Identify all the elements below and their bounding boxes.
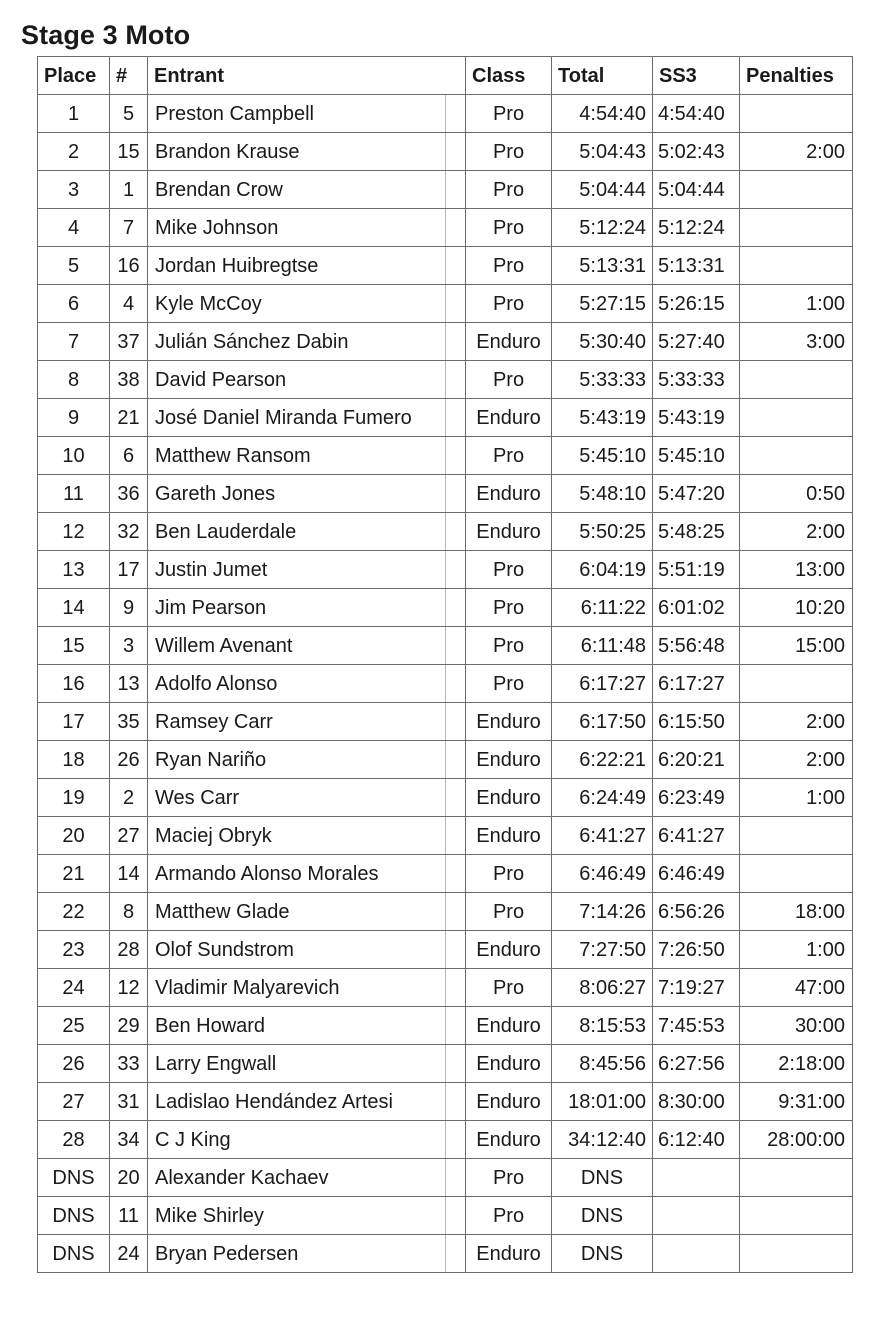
cell-total: 6:17:27 — [552, 665, 653, 703]
cell-class: Pro — [466, 133, 552, 171]
cell-penalties: 3:00 — [740, 323, 853, 361]
cell-number: 37 — [110, 323, 148, 361]
cell-number: 13 — [110, 665, 148, 703]
cell-total: 6:22:21 — [552, 741, 653, 779]
cell-number: 15 — [110, 133, 148, 171]
cell-entrant: Bryan Pedersen — [148, 1235, 466, 1273]
cell-number: 14 — [110, 855, 148, 893]
cell-penalties — [740, 1235, 853, 1273]
table-row — [38, 437, 853, 475]
cell-ss3 — [653, 1197, 740, 1235]
cell-entrant: Alexander Kachaev — [148, 1159, 466, 1197]
cell-ss3 — [653, 1159, 740, 1197]
cell-place: 13 — [38, 551, 110, 589]
table-row — [38, 285, 853, 323]
cell-place: 28 — [38, 1121, 110, 1159]
cell-ss3: 5:48:25 — [653, 513, 740, 551]
cell-penalties: 9:31:00 — [740, 1083, 853, 1121]
cell-place: 7 — [38, 323, 110, 361]
cell-entrant: Olof Sundstrom — [148, 931, 466, 969]
cell-place: 14 — [38, 589, 110, 627]
cell-place: 22 — [38, 893, 110, 931]
cell-total: 6:46:49 — [552, 855, 653, 893]
cell-ss3: 7:26:50 — [653, 931, 740, 969]
cell-total: 6:11:22 — [552, 589, 653, 627]
cell-number: 11 — [110, 1197, 148, 1235]
cell-penalties: 2:18:00 — [740, 1045, 853, 1083]
cell-penalties — [740, 665, 853, 703]
cell-number: 3 — [110, 627, 148, 665]
cell-entrant: Justin Jumet — [148, 551, 466, 589]
cell-penalties: 18:00 — [740, 893, 853, 931]
cell-ss3: 5:45:10 — [653, 437, 740, 475]
table-row — [38, 893, 853, 931]
cell-entrant: Brendan Crow — [148, 171, 466, 209]
cell-penalties: 30:00 — [740, 1007, 853, 1045]
cell-penalties — [740, 399, 853, 437]
column-header-number: # — [110, 57, 148, 95]
table-body — [38, 95, 853, 1273]
cell-penalties: 10:20 — [740, 589, 853, 627]
table-row — [38, 1007, 853, 1045]
cell-ss3: 5:26:15 — [653, 285, 740, 323]
cell-ss3: 6:56:26 — [653, 893, 740, 931]
cell-number: 38 — [110, 361, 148, 399]
cell-total: 5:45:10 — [552, 437, 653, 475]
cell-entrant: C J King — [148, 1121, 466, 1159]
cell-entrant: Mike Shirley — [148, 1197, 466, 1235]
cell-number: 1 — [110, 171, 148, 209]
cell-total: 6:11:48 — [552, 627, 653, 665]
cell-total: 5:27:15 — [552, 285, 653, 323]
cell-total: 6:04:19 — [552, 551, 653, 589]
cell-penalties: 15:00 — [740, 627, 853, 665]
cell-total: DNS — [552, 1197, 653, 1235]
cell-place: 17 — [38, 703, 110, 741]
cell-number: 8 — [110, 893, 148, 931]
cell-place: 4 — [38, 209, 110, 247]
cell-penalties: 28:00:00 — [740, 1121, 853, 1159]
cell-total: 7:14:26 — [552, 893, 653, 931]
cell-total: 5:50:25 — [552, 513, 653, 551]
cell-class: Enduro — [466, 399, 552, 437]
table-row — [38, 209, 853, 247]
cell-class: Pro — [466, 1159, 552, 1197]
cell-total: 5:43:19 — [552, 399, 653, 437]
column-header-total: Total — [552, 57, 653, 95]
cell-ss3: 4:54:40 — [653, 95, 740, 133]
cell-entrant: Matthew Ransom — [148, 437, 466, 475]
cell-place: 16 — [38, 665, 110, 703]
cell-number: 16 — [110, 247, 148, 285]
cell-place: 26 — [38, 1045, 110, 1083]
table-row — [38, 969, 853, 1007]
cell-place: DNS — [38, 1235, 110, 1273]
cell-ss3: 5:56:48 — [653, 627, 740, 665]
cell-class: Pro — [466, 893, 552, 931]
cell-class: Pro — [466, 437, 552, 475]
table-row — [38, 1045, 853, 1083]
cell-penalties: 0:50 — [740, 475, 853, 513]
cell-class: Enduro — [466, 475, 552, 513]
cell-place: 11 — [38, 475, 110, 513]
cell-number: 35 — [110, 703, 148, 741]
cell-total: 5:13:31 — [552, 247, 653, 285]
cell-total: 8:45:56 — [552, 1045, 653, 1083]
cell-number: 34 — [110, 1121, 148, 1159]
cell-class: Enduro — [466, 1121, 552, 1159]
cell-total: 5:30:40 — [552, 323, 653, 361]
cell-penalties — [740, 817, 853, 855]
cell-ss3: 7:19:27 — [653, 969, 740, 1007]
table-row — [38, 1235, 853, 1273]
cell-ss3: 5:04:44 — [653, 171, 740, 209]
cell-place: 24 — [38, 969, 110, 1007]
cell-number: 29 — [110, 1007, 148, 1045]
cell-ss3: 6:23:49 — [653, 779, 740, 817]
cell-entrant: Ryan Nariño — [148, 741, 466, 779]
cell-number: 12 — [110, 969, 148, 1007]
cell-number: 28 — [110, 931, 148, 969]
cell-penalties: 2:00 — [740, 133, 853, 171]
cell-place: 9 — [38, 399, 110, 437]
cell-number: 20 — [110, 1159, 148, 1197]
cell-number: 17 — [110, 551, 148, 589]
cell-number: 33 — [110, 1045, 148, 1083]
cell-ss3: 7:45:53 — [653, 1007, 740, 1045]
cell-entrant: José Daniel Miranda Fumero — [148, 399, 466, 437]
cell-class: Enduro — [466, 1083, 552, 1121]
cell-penalties: 2:00 — [740, 513, 853, 551]
cell-ss3: 6:15:50 — [653, 703, 740, 741]
cell-number: 2 — [110, 779, 148, 817]
cell-penalties — [740, 855, 853, 893]
cell-class: Pro — [466, 969, 552, 1007]
cell-total: 6:17:50 — [552, 703, 653, 741]
cell-class: Enduro — [466, 741, 552, 779]
cell-entrant: Wes Carr — [148, 779, 466, 817]
cell-ss3: 6:12:40 — [653, 1121, 740, 1159]
table-row — [38, 95, 853, 133]
cell-penalties — [740, 95, 853, 133]
cell-entrant: Adolfo Alonso — [148, 665, 466, 703]
cell-class: Pro — [466, 551, 552, 589]
cell-entrant: Larry Engwall — [148, 1045, 466, 1083]
cell-total: 5:04:44 — [552, 171, 653, 209]
cell-entrant: Willem Avenant — [148, 627, 466, 665]
table-row — [38, 1083, 853, 1121]
cell-number: 4 — [110, 285, 148, 323]
cell-total: 4:54:40 — [552, 95, 653, 133]
cell-class: Pro — [466, 247, 552, 285]
cell-class: Pro — [466, 855, 552, 893]
cell-total: 5:12:24 — [552, 209, 653, 247]
cell-total: 5:33:33 — [552, 361, 653, 399]
cell-class: Enduro — [466, 1235, 552, 1273]
cell-penalties: 1:00 — [740, 285, 853, 323]
table-row — [38, 855, 853, 893]
cell-class: Enduro — [466, 779, 552, 817]
cell-penalties: 1:00 — [740, 779, 853, 817]
cell-number: 21 — [110, 399, 148, 437]
cell-place: 19 — [38, 779, 110, 817]
table-row — [38, 1159, 853, 1197]
cell-penalties: 1:00 — [740, 931, 853, 969]
cell-class: Pro — [466, 361, 552, 399]
cell-ss3: 6:41:27 — [653, 817, 740, 855]
cell-ss3: 5:02:43 — [653, 133, 740, 171]
table-row — [38, 665, 853, 703]
cell-class: Enduro — [466, 1007, 552, 1045]
cell-number: 32 — [110, 513, 148, 551]
cell-ss3: 5:12:24 — [653, 209, 740, 247]
cell-place: 10 — [38, 437, 110, 475]
table-row — [38, 475, 853, 513]
cell-ss3: 8:30:00 — [653, 1083, 740, 1121]
cell-ss3: 6:27:56 — [653, 1045, 740, 1083]
column-header-class: Class — [466, 57, 552, 95]
cell-entrant: Gareth Jones — [148, 475, 466, 513]
cell-ss3: 5:43:19 — [653, 399, 740, 437]
table-row — [38, 627, 853, 665]
cell-class: Enduro — [466, 513, 552, 551]
cell-number: 27 — [110, 817, 148, 855]
cell-total: 7:27:50 — [552, 931, 653, 969]
cell-penalties: 2:00 — [740, 703, 853, 741]
table-row — [38, 323, 853, 361]
cell-total: 34:12:40 — [552, 1121, 653, 1159]
cell-class: Pro — [466, 209, 552, 247]
cell-place: 1 — [38, 95, 110, 133]
cell-total: DNS — [552, 1235, 653, 1273]
page-title: Stage 3 Moto — [21, 20, 191, 50]
cell-entrant: Vladimir Malyarevich — [148, 969, 466, 1007]
table-row — [38, 741, 853, 779]
cell-entrant: Preston Campbell — [148, 95, 466, 133]
table-row — [38, 703, 853, 741]
table-header — [38, 57, 853, 95]
table-row — [38, 247, 853, 285]
cell-place: 5 — [38, 247, 110, 285]
cell-penalties: 13:00 — [740, 551, 853, 589]
cell-place: DNS — [38, 1159, 110, 1197]
cell-penalties — [740, 1159, 853, 1197]
results-table — [37, 56, 853, 1273]
cell-place: 2 — [38, 133, 110, 171]
table-row — [38, 931, 853, 969]
cell-entrant: Jim Pearson — [148, 589, 466, 627]
table-row — [38, 513, 853, 551]
table-row — [38, 779, 853, 817]
cell-place: 6 — [38, 285, 110, 323]
cell-place: 23 — [38, 931, 110, 969]
cell-class: Pro — [466, 665, 552, 703]
cell-ss3: 6:17:27 — [653, 665, 740, 703]
header-row — [38, 57, 853, 95]
cell-entrant: Maciej Obryk — [148, 817, 466, 855]
cell-number: 5 — [110, 95, 148, 133]
cell-class: Pro — [466, 285, 552, 323]
cell-place: 20 — [38, 817, 110, 855]
cell-class: Pro — [466, 171, 552, 209]
cell-entrant: Kyle McCoy — [148, 285, 466, 323]
cell-entrant: Jordan Huibregtse — [148, 247, 466, 285]
cell-entrant: Matthew Glade — [148, 893, 466, 931]
cell-ss3: 5:51:19 — [653, 551, 740, 589]
cell-place: 15 — [38, 627, 110, 665]
cell-penalties — [740, 1197, 853, 1235]
cell-entrant: Ramsey Carr — [148, 703, 466, 741]
cell-penalties — [740, 361, 853, 399]
cell-number: 26 — [110, 741, 148, 779]
column-header-ss3: SS3 — [653, 57, 740, 95]
cell-place: 25 — [38, 1007, 110, 1045]
cell-ss3: 5:27:40 — [653, 323, 740, 361]
cell-penalties — [740, 247, 853, 285]
cell-ss3: 6:01:02 — [653, 589, 740, 627]
cell-penalties — [740, 437, 853, 475]
cell-entrant: Ben Howard — [148, 1007, 466, 1045]
table-row — [38, 361, 853, 399]
cell-ss3 — [653, 1235, 740, 1273]
cell-place: DNS — [38, 1197, 110, 1235]
cell-class: Pro — [466, 95, 552, 133]
cell-total: 8:15:53 — [552, 1007, 653, 1045]
column-header-penalties: Penalties — [740, 57, 853, 95]
cell-penalties — [740, 171, 853, 209]
cell-total: 6:24:49 — [552, 779, 653, 817]
cell-place: 18 — [38, 741, 110, 779]
cell-number: 7 — [110, 209, 148, 247]
cell-ss3: 6:46:49 — [653, 855, 740, 893]
table-row — [38, 551, 853, 589]
cell-place: 27 — [38, 1083, 110, 1121]
cell-ss3: 5:47:20 — [653, 475, 740, 513]
cell-entrant: Brandon Krause — [148, 133, 466, 171]
cell-number: 6 — [110, 437, 148, 475]
cell-class: Enduro — [466, 817, 552, 855]
cell-entrant: Ladislao Hendández Artesi — [148, 1083, 466, 1121]
cell-class: Pro — [466, 1197, 552, 1235]
table-row — [38, 1121, 853, 1159]
cell-class: Pro — [466, 627, 552, 665]
cell-number: 31 — [110, 1083, 148, 1121]
cell-penalties — [740, 209, 853, 247]
cell-ss3: 5:33:33 — [653, 361, 740, 399]
cell-penalties: 47:00 — [740, 969, 853, 1007]
cell-total: 18:01:00 — [552, 1083, 653, 1121]
column-header-entrant: Entrant — [148, 57, 466, 95]
cell-ss3: 6:20:21 — [653, 741, 740, 779]
cell-entrant: Armando Alonso Morales — [148, 855, 466, 893]
cell-class: Enduro — [466, 323, 552, 361]
cell-class: Enduro — [466, 1045, 552, 1083]
cell-entrant: Ben Lauderdale — [148, 513, 466, 551]
table-row — [38, 1197, 853, 1235]
cell-total: 5:48:10 — [552, 475, 653, 513]
cell-total: DNS — [552, 1159, 653, 1197]
column-header-place: Place — [38, 57, 110, 95]
table-row — [38, 817, 853, 855]
cell-place: 12 — [38, 513, 110, 551]
cell-total: 5:04:43 — [552, 133, 653, 171]
cell-ss3: 5:13:31 — [653, 247, 740, 285]
cell-total: 8:06:27 — [552, 969, 653, 1007]
table-row — [38, 171, 853, 209]
cell-number: 24 — [110, 1235, 148, 1273]
cell-entrant: David Pearson — [148, 361, 466, 399]
cell-class: Pro — [466, 589, 552, 627]
table-row — [38, 399, 853, 437]
cell-penalties: 2:00 — [740, 741, 853, 779]
table-row — [38, 589, 853, 627]
cell-place: 8 — [38, 361, 110, 399]
cell-entrant: Mike Johnson — [148, 209, 466, 247]
cell-place: 21 — [38, 855, 110, 893]
cell-number: 9 — [110, 589, 148, 627]
cell-class: Enduro — [466, 703, 552, 741]
cell-total: 6:41:27 — [552, 817, 653, 855]
cell-class: Enduro — [466, 931, 552, 969]
cell-entrant: Julián Sánchez Dabin — [148, 323, 466, 361]
table-row — [38, 133, 853, 171]
cell-number: 36 — [110, 475, 148, 513]
cell-place: 3 — [38, 171, 110, 209]
